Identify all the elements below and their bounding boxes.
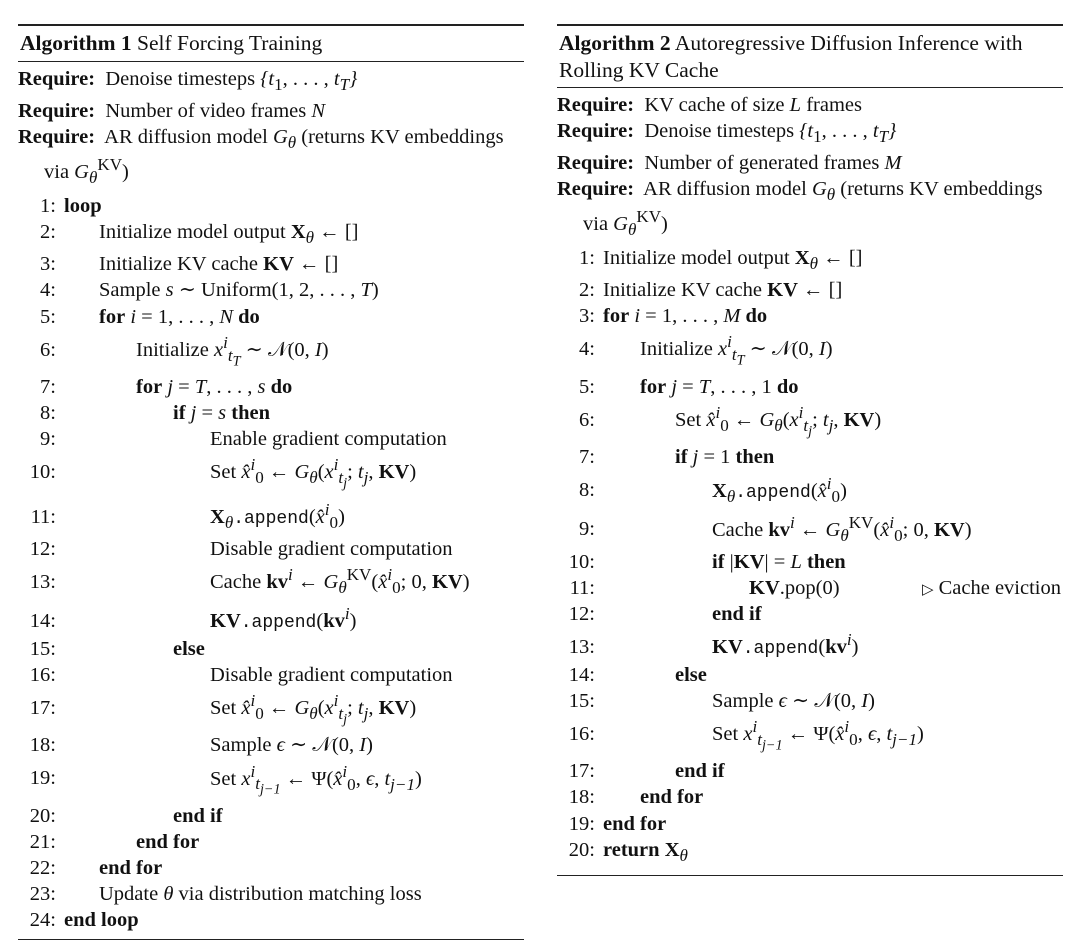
algo-line: 8: $X_\theta.append(x̂^i_0)$ [579,473,847,506]
algo-line: 3: Initialize KV cache KV ← [] [40,253,339,276]
algo-line: 8: if j = s then [40,402,271,425]
algo-line: 7: for j = T, . . . , s do [40,376,293,399]
algo-line: 18: end for [568,786,704,809]
algorithm-1-label: Algorithm 1 [20,31,132,55]
algo-line: 17: end if [568,760,725,783]
algo-line: 23: Update θ via distribution matching loss [29,883,422,906]
algo-line: 2: Initialize model output $X_\theta$ ← [] [40,221,359,248]
algo-line: 14: $KV.append(kv^i)$ [29,603,357,633]
algo-line: 7: if j = 1 then [579,446,775,469]
algorithm-1 [18,24,524,940]
algo-line: 4: Initialize $x^i_{t_T}$ ∼ 𝒩(0, I) [579,332,833,369]
algo-line: 6: Set x̂$^i_0$ ← $G_\theta(x^i_{t_j}$; $t_j$, KV) [579,403,882,440]
algo-line: 20: return $X_\theta$ [568,838,688,865]
algo-line: 13: Cache $kv^i$ ← $G_\theta^{KV}(x̂^i_0$; 0, KV) [29,564,470,597]
algo-line: 15: Sample ϵ ∼ 𝒩(0, I) [568,689,875,712]
algorithm-2-caption [557,26,1063,87]
require-line: Require: Number of generated frames M [557,152,902,175]
algo-line: 5: for j = T, . . . , 1 do [579,375,799,398]
require-line: Require: Number of video frames N [18,100,326,123]
require-line: Require: Denoise timesteps {$t_1$, . . . , $t_T$} [557,120,897,147]
algo-line: 14: else [568,663,707,686]
algorithm-1-body [18,62,524,939]
require-line: Require: AR diffusion model $G_\theta$ (returns KV embeddings via $G_\theta^{KV}$) [557,178,1043,240]
comment-triangle-icon: ▷ [921,581,934,598]
algo-line: 6: Initialize $x^i_{t_T}$ ∼ 𝒩(0, I) [40,332,329,369]
require-line: Require: KV cache of size L frames [557,94,862,116]
algo-line: 15: else [29,637,205,660]
algorithm-2-body [557,88,1063,875]
algorithm-1-caption [18,26,524,61]
algo-line: 19: Set $x^i_{t_{j-1}}$ ← Ψ(x̂$^i_0$, ϵ, $t_{j-1}$) [29,761,422,798]
algorithm-2-title: Autoregressive Diffusion Inference with Rolling KV Cache [559,31,1023,82]
algo-line: 19: end for [568,812,667,835]
cache-eviction-comment: ▷ Cache eviction [921,576,1061,599]
algo-line: 10: if |KV| = L then [568,550,846,573]
algo-line: 10: Set x̂$^i_0$ ← $G_\theta(x^i_{t_j}$; $t_j$, KV) [29,455,417,492]
algo-line: 18: Sample ϵ ∼ 𝒩(0, I) [29,734,373,757]
algo-line: 21: end for [29,831,200,854]
require-line: Require: Denoise timesteps {$t_1$, . . . , $t_T$} [18,68,358,95]
algo-line: 2: Initialize KV cache KV ← [] [579,279,843,302]
algo-line: 3: for i = 1, . . . , M do [579,305,768,328]
algo-line: 22: end for [29,857,163,880]
algorithm-2-label: Algorithm 2 [559,31,671,55]
algo-line: 20: end if [29,804,223,827]
algo-line: 24: end loop [29,909,139,932]
require-line: Require: AR diffusion model $G_\theta$ (returns KV embeddings via $G_\theta^{KV}$) [18,126,504,188]
algo-line: 12: end if [568,602,762,625]
algorithm-1-title: Self Forcing Training [137,31,323,55]
algo-line: 12: Disable gradient computation [29,537,453,560]
algo-line: 4: Sample s ∼ Uniform(1, 2, . . . , T) [40,279,379,302]
algo-line: 11: KV.pop(0) ▷ Cache eviction [557,575,1063,601]
algo-line: 13: $KV.append(kv^i)$ [568,629,859,659]
algo-line: 16: Set $x^i_{t_{j-1}}$ ← Ψ(x̂$^i_0$, ϵ, $t_{j-1}$) [568,716,924,754]
algo-line: 11: $X_\theta.append(x̂^i_0)$ [30,499,345,532]
algo-line: 16: Disable gradient computation [29,663,453,686]
algo-line: 1: Initialize model output $X_\theta$ ← [] [579,247,863,274]
algo-line: 17: Set x̂$^i_0$ ← $G_\theta(x^i_{t_j}$; $t_j$, KV) [29,691,417,728]
bottom-rule [557,875,1063,876]
algorithm-2 [557,24,1063,876]
algo-line: 9: Cache $kv^i$ ← $G_\theta^{KV}(x̂^i_0$; 0, KV) [579,512,972,545]
algo-line: 5: for i = 1, . . . , N do [40,305,260,328]
algo-line: 1: loop [40,195,102,218]
algo-line: 9: Enable gradient computation [40,428,447,451]
